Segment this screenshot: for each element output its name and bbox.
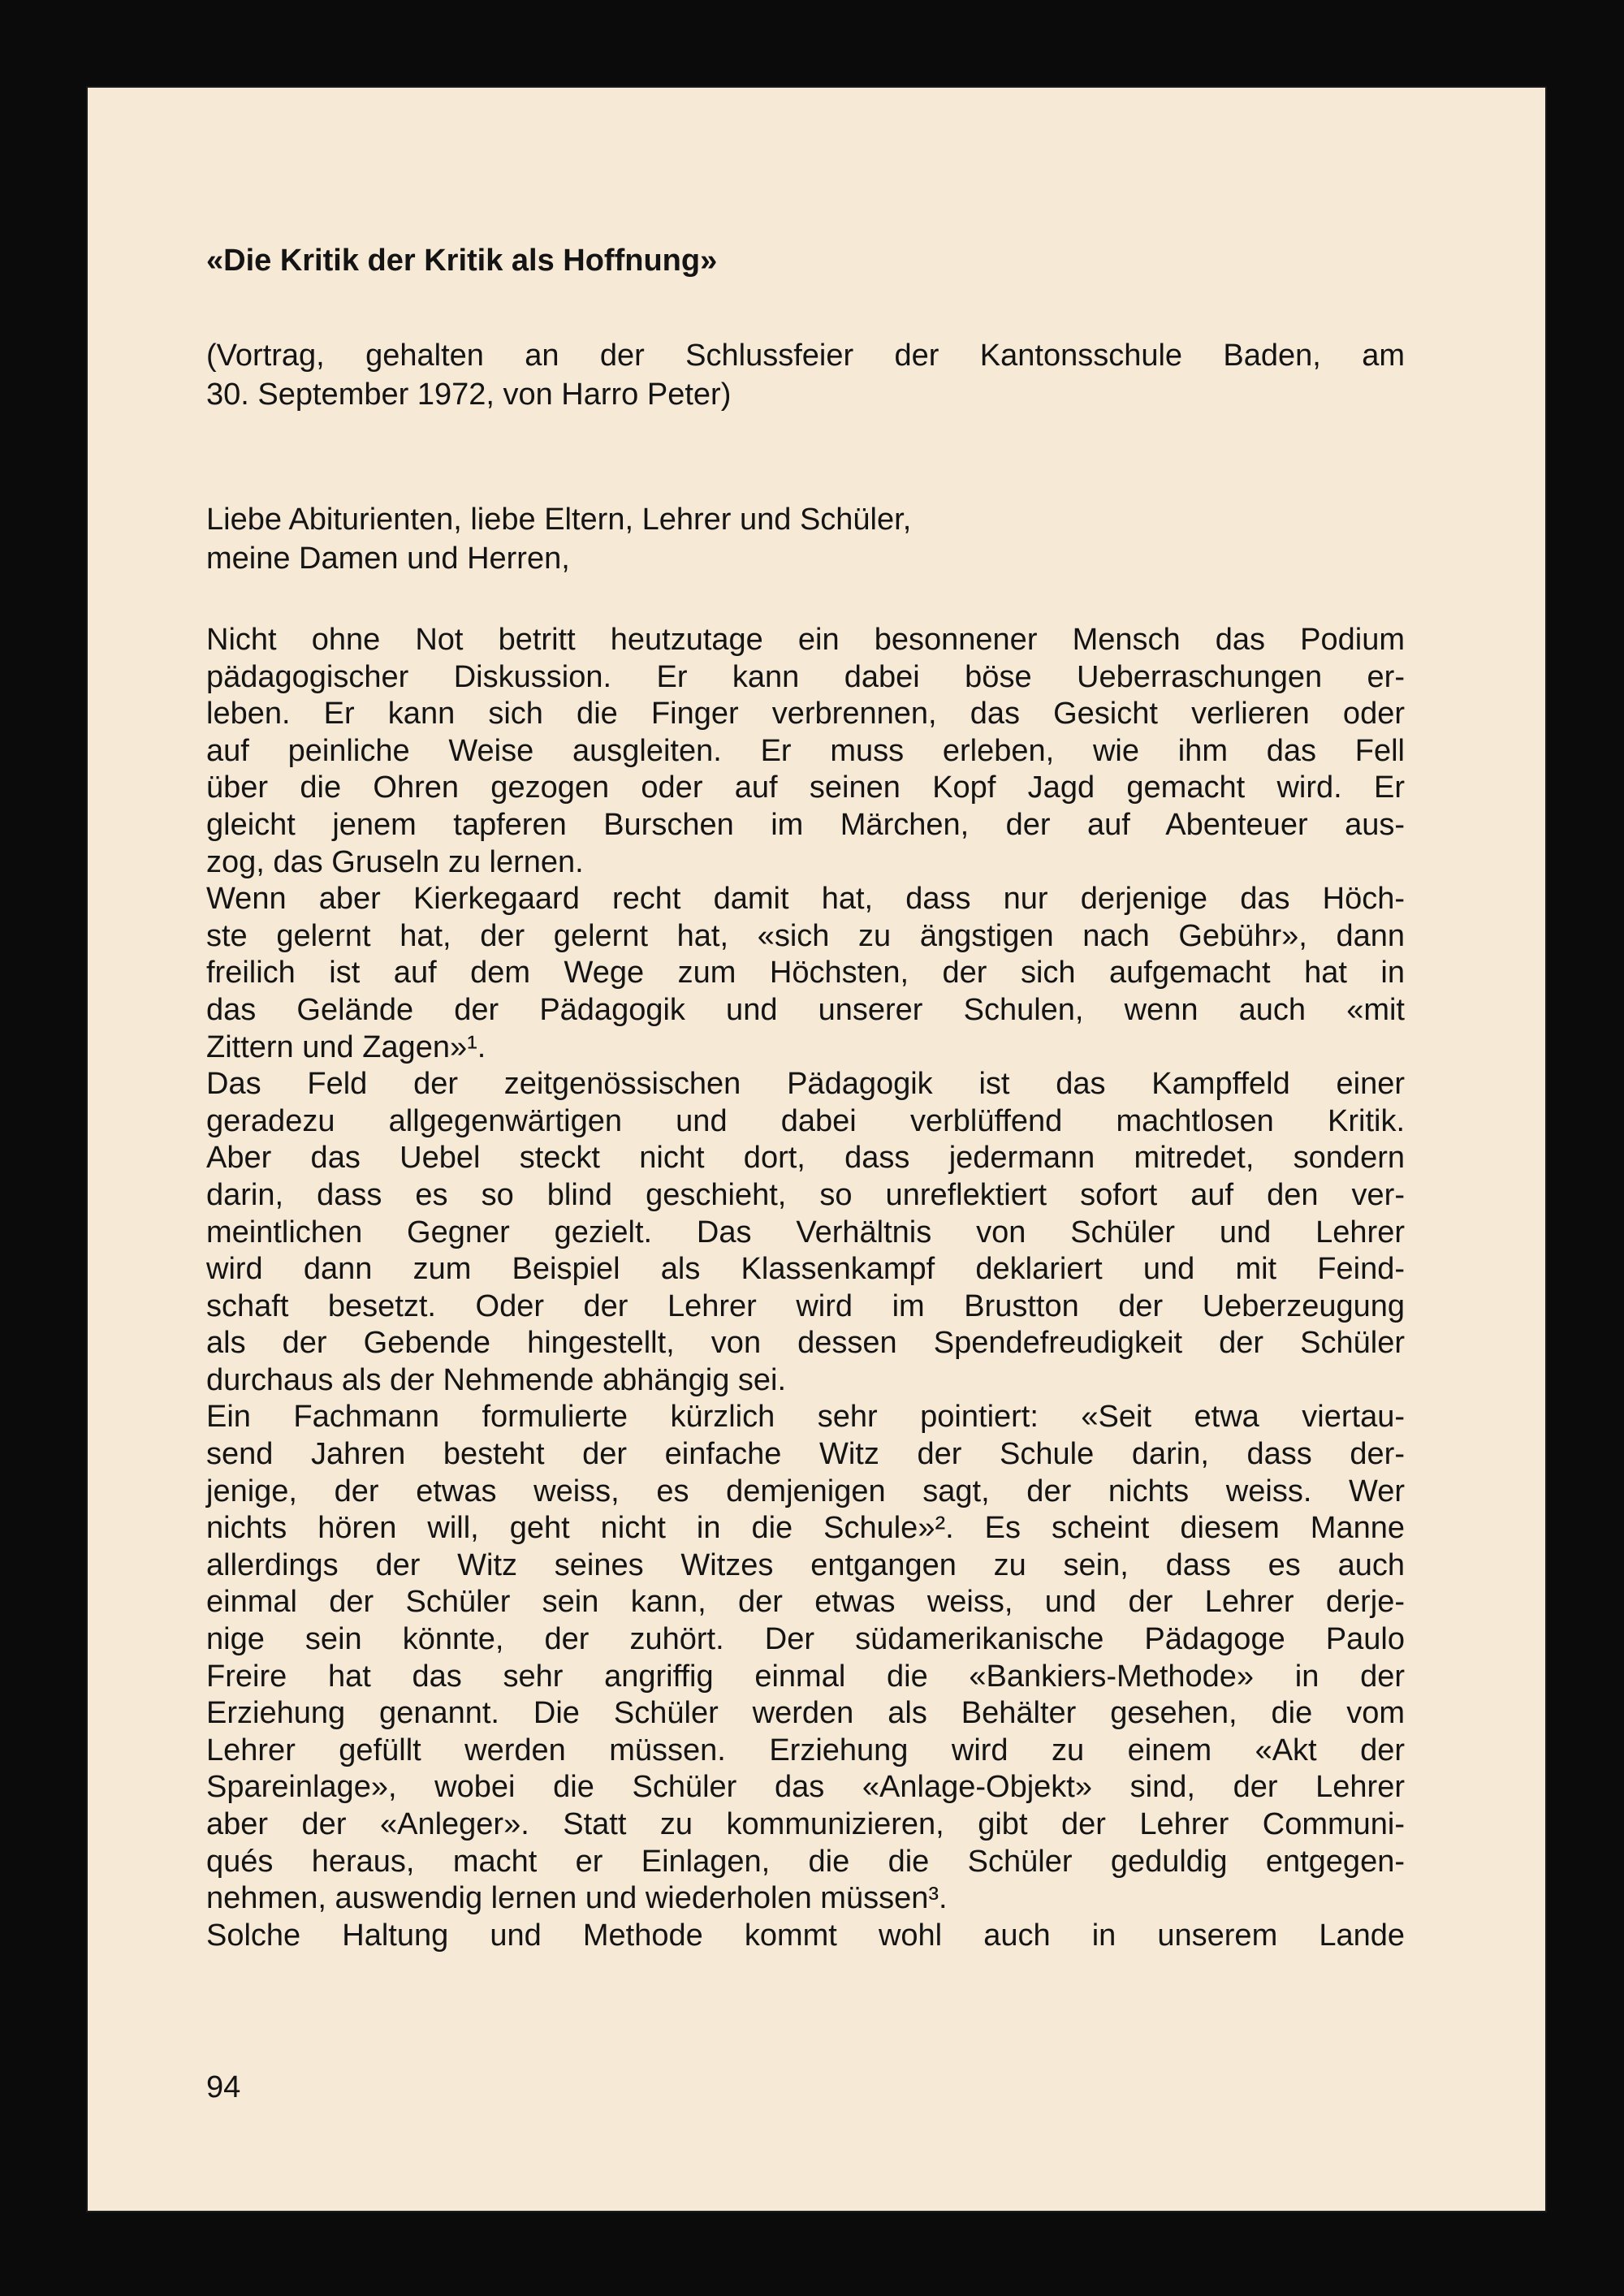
body-line: auf peinliche Weise ausgleiten. Er muss erleben, wie ihm das Fell [206, 733, 1405, 768]
body-line: gleicht jenem tapferen Burschen im Märchen, der auf Abenteuer aus- [206, 807, 1405, 842]
body-line: darin, dass es so blind geschieht, so unreflektiert sofort auf den ver- [206, 1177, 1405, 1212]
body-line: send Jahren besteht der einfache Witz der Schule darin, dass der- [206, 1437, 1405, 1472]
body-line: Aber das Uebel steckt nicht dort, dass jedermann mitredet, sondern [206, 1141, 1405, 1176]
body-line: qués heraus, macht er Einlagen, die die Schüler geduldig entgegen- [206, 1844, 1405, 1879]
body-line: Zittern und Zagen»¹. [206, 1029, 486, 1064]
body-line: Spareinlage», wobei die Schüler das «Anlage-Objekt» sind, der Lehrer [206, 1770, 1405, 1805]
body-line: Nicht ohne Not betritt heutzutage ein besonnener Mensch das Podium [206, 623, 1405, 657]
body-line: wird dann zum Beispiel als Klassenkampf deklariert und mit Feind- [206, 1252, 1405, 1287]
body-line: geradezu allgegenwärtigen und dabei verblüffend machtlosen Kritik. [206, 1103, 1405, 1138]
body-line: nehmen, auswendig lernen und wiederholen müssen³. [206, 1881, 948, 1916]
body-line: nichts hören will, geht nicht in die Schule»². Es scheint diesem Manne [206, 1511, 1405, 1546]
body-line: schaft besetzt. Oder der Lehrer wird im Brustton der Ueberzeugung [206, 1288, 1405, 1323]
body-line: pädagogischer Diskussion. Er kann dabei böse Ueberraschungen er- [206, 659, 1405, 694]
body-line: Ein Fachmann formulierte kürzlich sehr pointiert: «Seit etwa viertau- [206, 1400, 1405, 1435]
lecture-note-line: (Vortrag, gehalten an der Schlussfeier der Kantonsschule Baden, am [206, 339, 1405, 373]
salutation-line: meine Damen und Herren, [206, 542, 570, 576]
body-text [206, 622, 1405, 1954]
body-line: leben. Er kann sich die Finger verbrennen, das Gesicht verlieren oder [206, 697, 1405, 732]
lecture-note-line: 30. September 1972, von Harro Peter) [206, 378, 732, 412]
body-line: einmal der Schüler sein kann, der etwas weiss, und der Lehrer derje- [206, 1585, 1405, 1620]
lecture-note [206, 336, 1405, 414]
body-line: Freire hat das sehr angriffig einmal die «Bankiers-Methode» in der [206, 1659, 1405, 1694]
salutation-line: Liebe Abiturienten, liebe Eltern, Lehrer und Schüler, [206, 503, 912, 537]
body-line: Erziehung genannt. Die Schüler werden als Behälter gesehen, die vom [206, 1696, 1405, 1731]
body-line: freilich ist auf dem Wege zum Höchsten, der sich aufgemacht hat in [206, 956, 1405, 990]
body-line: meintlichen Gegner gezielt. Das Verhältnis von Schüler und Lehrer [206, 1215, 1405, 1249]
document-page [88, 88, 1545, 2211]
page-number: 94 [206, 2070, 241, 2104]
body-line: ste gelernt hat, der gelernt hat, «sich zu ängstigen nach Gebühr», dann [206, 918, 1405, 953]
body-line: Das Feld der zeitgenössischen Pädagogik ist das Kampffeld einer [206, 1067, 1405, 1102]
body-line: allerdings der Witz seines Witzes entgangen zu sein, dass es auch [206, 1547, 1405, 1582]
body-line: zog, das Gruseln zu lernen. [206, 844, 584, 879]
document-title: «Die Kritik der Kritik als Hoffnung» [206, 244, 718, 278]
body-line: über die Ohren gezogen oder auf seinen Kopf Jagd gemacht wird. Er [206, 770, 1405, 805]
body-line: nige sein könnte, der zuhört. Der südamerikanische Pädagoge Paulo [206, 1622, 1405, 1657]
body-line: als der Gebende hingestellt, von dessen Spendefreudigkeit der Schüler [206, 1326, 1405, 1361]
body-line: durchaus als der Nehmende abhängig sei. [206, 1362, 787, 1397]
body-line: das Gelände der Pädagogik und unserer Schulen, wenn auch «mit [206, 992, 1405, 1027]
body-line: Solche Haltung und Methode kommt wohl auch in unserem Lande [206, 1918, 1405, 1953]
body-line: Wenn aber Kierkegaard recht damit hat, dass nur derjenige das Höch- [206, 882, 1405, 917]
body-line: Lehrer gefüllt werden müssen. Erziehung wird zu einem «Akt der [206, 1733, 1405, 1767]
body-line: jenige, der etwas weiss, es demjenigen sagt, der nichts weiss. Wer [206, 1474, 1405, 1508]
salutation [206, 500, 1405, 578]
body-line: aber der «Anleger». Statt zu kommunizieren, gibt der Lehrer Communi- [206, 1807, 1405, 1841]
